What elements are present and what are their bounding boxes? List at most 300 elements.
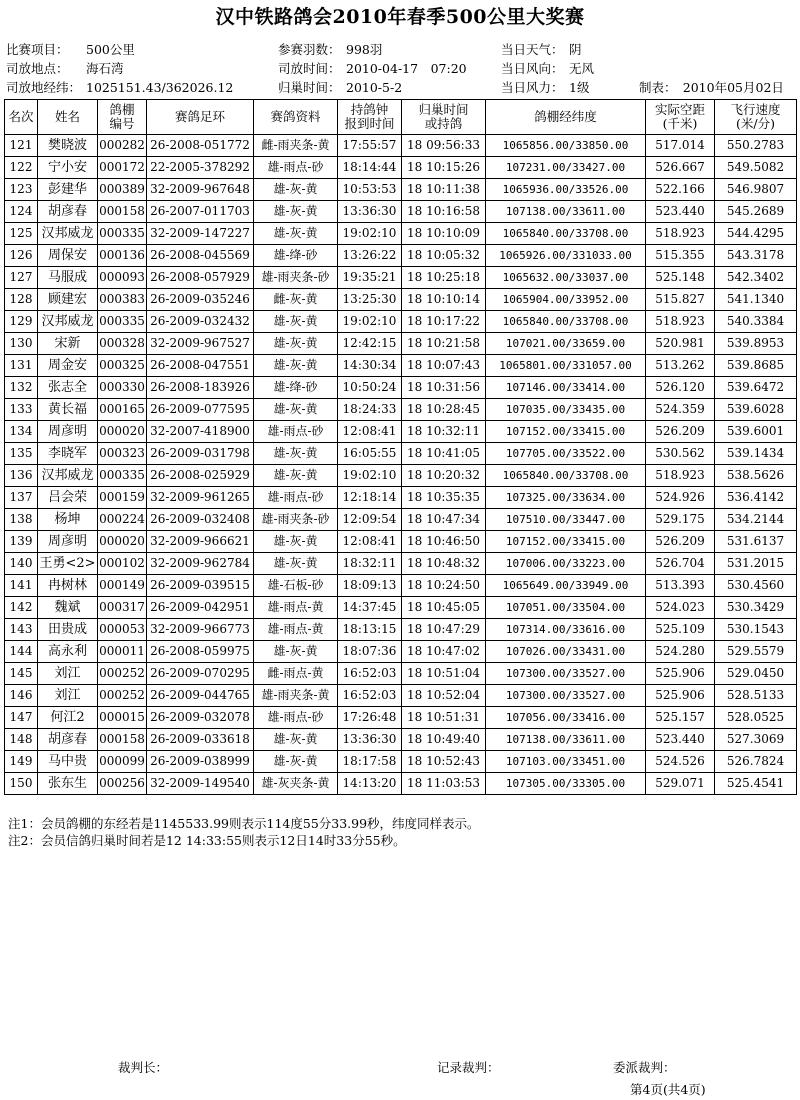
cell-distance: 523.440	[646, 729, 715, 751]
cell-info: 雄-雨点-砂	[254, 487, 338, 509]
cell-clock: 14:30:34	[338, 355, 402, 377]
col-speed-line2: (米/分)	[736, 116, 775, 131]
cell-coords: 107300.00/33527.00	[486, 663, 646, 685]
cell-loft: 000020	[98, 531, 147, 553]
cell-name: 高永利	[38, 641, 98, 663]
table-row	[5, 355, 797, 377]
cell-rank: 139	[5, 531, 38, 553]
cell-name: 汉邦威龙	[38, 465, 98, 487]
cell-distance: 526.667	[646, 157, 715, 179]
cell-distance: 529.175	[646, 509, 715, 531]
cell-return: 18 10:17:22	[402, 311, 486, 333]
cell-info: 雄-灰-黄	[254, 311, 338, 333]
cell-name: 刘江	[38, 685, 98, 707]
wind-force-value: 1级	[569, 80, 590, 95]
cell-name: 汉邦威龙	[38, 311, 98, 333]
cell-ring: 26-2009-044765	[147, 685, 254, 707]
cell-return: 18 10:47:02	[402, 641, 486, 663]
cell-speed: 541.1340	[715, 289, 797, 311]
made-value: 2010年05月02日	[682, 80, 784, 95]
cell-name: 顾建宏	[38, 289, 98, 311]
table-row	[5, 509, 797, 531]
cell-info: 雌-雨点-黄	[254, 663, 338, 685]
col-loft	[98, 100, 147, 135]
cell-clock: 17:26:48	[338, 707, 402, 729]
event-value: 500公里	[86, 42, 135, 57]
table-row	[5, 179, 797, 201]
cell-info: 雄-灰-黄	[254, 751, 338, 773]
cell-loft: 000323	[98, 443, 147, 465]
cell-info: 雄-石板-砂	[254, 575, 338, 597]
cell-return: 18 10:05:32	[402, 245, 486, 267]
cell-name: 周彦明	[38, 421, 98, 443]
weather-label: 当日天气：	[501, 42, 564, 57]
cell-ring: 26-2009-031798	[147, 443, 254, 465]
table-row	[5, 223, 797, 245]
cell-coords: 107305.00/33305.00	[486, 773, 646, 795]
wind-direction-value: 无风	[569, 61, 595, 76]
cell-loft: 000011	[98, 641, 147, 663]
cell-clock: 19:02:10	[338, 311, 402, 333]
cell-clock: 18:07:36	[338, 641, 402, 663]
cell-speed: 526.7824	[715, 751, 797, 773]
cell-info: 雄-雨点-黄	[254, 619, 338, 641]
cell-distance: 526.209	[646, 531, 715, 553]
cell-coords: 1065926.00/331033.00	[486, 245, 646, 267]
cell-coords: 1065632.00/33037.00	[486, 267, 646, 289]
cell-loft: 000252	[98, 663, 147, 685]
cell-distance: 522.166	[646, 179, 715, 201]
cell-info: 雄-灰-黄	[254, 531, 338, 553]
race-info	[6, 40, 796, 97]
cell-return: 18 10:52:43	[402, 751, 486, 773]
table-row	[5, 531, 797, 553]
cell-speed: 530.3429	[715, 597, 797, 619]
cell-return: 18 10:15:26	[402, 157, 486, 179]
cell-name: 汉邦威龙	[38, 223, 98, 245]
cell-coords: 107300.00/33527.00	[486, 685, 646, 707]
table-row	[5, 575, 797, 597]
cell-info: 雄-雨点-砂	[254, 421, 338, 443]
cell-ring: 26-2009-032432	[147, 311, 254, 333]
table-row	[5, 399, 797, 421]
cell-clock: 10:50:24	[338, 377, 402, 399]
cell-clock: 12:18:14	[338, 487, 402, 509]
release-time-value: 2010-04-17 07:20	[346, 61, 467, 76]
cell-return: 18 10:41:05	[402, 443, 486, 465]
cell-clock: 16:52:03	[338, 685, 402, 707]
cell-coords: 107056.00/33416.00	[486, 707, 646, 729]
cell-name: 李晓军	[38, 443, 98, 465]
cell-return: 18 10:47:34	[402, 509, 486, 531]
cell-loft: 000335	[98, 465, 147, 487]
cell-speed: 531.2015	[715, 553, 797, 575]
cell-return: 18 10:21:58	[402, 333, 486, 355]
cell-speed: 530.1543	[715, 619, 797, 641]
cell-name: 何江2	[38, 707, 98, 729]
col-return	[402, 100, 486, 135]
cell-info: 雄-灰-黄	[254, 223, 338, 245]
cell-clock: 13:36:30	[338, 201, 402, 223]
cell-speed: 529.5579	[715, 641, 797, 663]
cell-clock: 16:52:03	[338, 663, 402, 685]
cell-coords: 107138.00/33611.00	[486, 729, 646, 751]
cell-info: 雌-灰-黄	[254, 289, 338, 311]
cell-return: 18 10:20:32	[402, 465, 486, 487]
cell-rank: 133	[5, 399, 38, 421]
cell-speed: 539.8953	[715, 333, 797, 355]
cell-coords: 1065936.00/33526.00	[486, 179, 646, 201]
release-place-label: 司放地点：	[6, 61, 69, 76]
col-return-line1: 归巢时间	[418, 102, 469, 117]
cell-coords: 107021.00/33659.00	[486, 333, 646, 355]
cell-loft: 000325	[98, 355, 147, 377]
table-row	[5, 135, 797, 157]
cell-rank: 150	[5, 773, 38, 795]
col-clock	[338, 100, 402, 135]
cell-return: 18 10:48:32	[402, 553, 486, 575]
table-row	[5, 487, 797, 509]
cell-info: 雄-灰-黄	[254, 465, 338, 487]
cell-clock: 13:26:22	[338, 245, 402, 267]
cell-name: 周金安	[38, 355, 98, 377]
cell-speed: 530.4560	[715, 575, 797, 597]
count-label: 参赛羽数：	[278, 42, 341, 57]
count-value: 998羽	[346, 42, 383, 57]
cell-ring: 26-2008-051772	[147, 135, 254, 157]
table-row	[5, 289, 797, 311]
cell-clock: 13:25:30	[338, 289, 402, 311]
cell-ring: 32-2009-149540	[147, 773, 254, 795]
race-info-row-2	[6, 59, 796, 78]
col-clock-line1: 持鸽钟	[350, 102, 389, 117]
table-row	[5, 201, 797, 223]
cell-distance: 515.355	[646, 245, 715, 267]
cell-coords: 1065801.00/331057.00	[486, 355, 646, 377]
col-loft-line1: 鸽棚	[109, 102, 135, 117]
cell-distance: 518.923	[646, 311, 715, 333]
cell-ring: 32-2009-962784	[147, 553, 254, 575]
cell-ring: 26-2008-057929	[147, 267, 254, 289]
cell-loft: 000335	[98, 311, 147, 333]
cell-rank: 135	[5, 443, 38, 465]
cell-coords: 1065840.00/33708.00	[486, 223, 646, 245]
cell-return: 18 10:28:45	[402, 399, 486, 421]
cell-rank: 136	[5, 465, 38, 487]
cell-distance: 524.526	[646, 751, 715, 773]
cell-distance: 520.981	[646, 333, 715, 355]
cell-coords: 1065649.00/33949.00	[486, 575, 646, 597]
cell-rank: 127	[5, 267, 38, 289]
table-row	[5, 619, 797, 641]
col-clock-line2: 报到时间	[344, 116, 395, 131]
cell-ring: 32-2009-966621	[147, 531, 254, 553]
table-row	[5, 377, 797, 399]
cell-name: 宁小安	[38, 157, 98, 179]
table-row	[5, 421, 797, 443]
return-time-value: 2010-5-2	[346, 80, 403, 95]
table-row	[5, 773, 797, 795]
cell-distance: 513.262	[646, 355, 715, 377]
cell-distance: 523.440	[646, 201, 715, 223]
cell-loft: 000158	[98, 201, 147, 223]
cell-distance: 526.120	[646, 377, 715, 399]
cell-return: 18 10:31:56	[402, 377, 486, 399]
event-label: 比赛项目：	[6, 42, 69, 57]
cell-clock: 19:35:21	[338, 267, 402, 289]
cell-distance: 524.926	[646, 487, 715, 509]
cell-speed: 539.8685	[715, 355, 797, 377]
table-row	[5, 245, 797, 267]
weather-value: 阴	[569, 42, 582, 57]
cell-info: 雄-灰-黄	[254, 443, 338, 465]
cell-name: 樊晓波	[38, 135, 98, 157]
cell-coords: 107325.00/33634.00	[486, 487, 646, 509]
cell-clock: 18:09:13	[338, 575, 402, 597]
page-title: 汉中铁路鸽会2010年春季500公里大奖赛	[215, 6, 585, 28]
cell-ring: 26-2008-047551	[147, 355, 254, 377]
cell-distance: 524.359	[646, 399, 715, 421]
cell-ring: 22-2005-378292	[147, 157, 254, 179]
cell-ring: 26-2007-011703	[147, 201, 254, 223]
cell-name: 王勇<2>	[38, 553, 98, 575]
cell-name: 胡彦春	[38, 201, 98, 223]
cell-loft: 000330	[98, 377, 147, 399]
cell-loft: 000165	[98, 399, 147, 421]
cell-distance: 524.023	[646, 597, 715, 619]
cell-coords: 107314.00/33616.00	[486, 619, 646, 641]
cell-clock: 18:13:15	[338, 619, 402, 641]
cell-speed: 531.6137	[715, 531, 797, 553]
cell-speed: 543.3178	[715, 245, 797, 267]
cell-distance: 518.923	[646, 465, 715, 487]
cell-rank: 132	[5, 377, 38, 399]
note-2: 注2：会员信鸽归巢时间若是12 14:33:55则表示12日14时33分55秒。	[8, 833, 406, 848]
cell-return: 18 10:46:50	[402, 531, 486, 553]
cell-ring: 32-2009-967527	[147, 333, 254, 355]
cell-rank: 146	[5, 685, 38, 707]
cell-loft: 000093	[98, 267, 147, 289]
cell-ring: 26-2009-070295	[147, 663, 254, 685]
cell-ring: 26-2009-077595	[147, 399, 254, 421]
col-distance	[646, 100, 715, 135]
cell-rank: 138	[5, 509, 38, 531]
note-1: 注1：会员鸽棚的东经若是1145533.99则表示114度55分33.99秒，纬度同样表示。	[8, 816, 480, 831]
cell-clock: 18:24:33	[338, 399, 402, 421]
cell-info: 雄-灰-黄	[254, 333, 338, 355]
cell-rank: 129	[5, 311, 38, 333]
cell-return: 18 10:51:31	[402, 707, 486, 729]
cell-coords: 107138.00/33611.00	[486, 201, 646, 223]
cell-distance: 530.562	[646, 443, 715, 465]
cell-clock: 12:42:15	[338, 333, 402, 355]
cell-info: 雄-灰-黄	[254, 399, 338, 421]
cell-rank: 145	[5, 663, 38, 685]
cell-loft: 000328	[98, 333, 147, 355]
cell-coords: 107152.00/33415.00	[486, 421, 646, 443]
cell-speed: 539.6472	[715, 377, 797, 399]
cell-return: 18 10:47:29	[402, 619, 486, 641]
cell-rank: 147	[5, 707, 38, 729]
table-row	[5, 157, 797, 179]
release-coords-value: 1025151.43/362026.12	[86, 80, 234, 95]
cell-loft: 000282	[98, 135, 147, 157]
cell-clock: 12:08:41	[338, 421, 402, 443]
cell-return: 18 10:07:43	[402, 355, 486, 377]
cell-coords: 107705.00/33522.00	[486, 443, 646, 465]
cell-rank: 124	[5, 201, 38, 223]
cell-speed: 539.6028	[715, 399, 797, 421]
cell-return: 18 10:35:35	[402, 487, 486, 509]
cell-ring: 26-2008-025929	[147, 465, 254, 487]
cell-name: 宋新	[38, 333, 98, 355]
cell-info: 雄-雨点-黄	[254, 597, 338, 619]
table-row	[5, 685, 797, 707]
cell-rank: 148	[5, 729, 38, 751]
cell-coords: 107146.00/33414.00	[486, 377, 646, 399]
table-row	[5, 729, 797, 751]
cell-speed: 545.2689	[715, 201, 797, 223]
cell-coords: 1065840.00/33708.00	[486, 311, 646, 333]
return-time-label: 归巢时间：	[278, 80, 341, 95]
col-distance-line2: (千米)	[662, 116, 698, 131]
table-row	[5, 707, 797, 729]
results-table	[4, 99, 797, 795]
cell-loft: 000317	[98, 597, 147, 619]
cell-loft: 000149	[98, 575, 147, 597]
col-distance-line1: 实际空距	[654, 102, 705, 117]
cell-info: 雄-雨夹条-砂	[254, 267, 338, 289]
cell-name: 杨坤	[38, 509, 98, 531]
table-row	[5, 267, 797, 289]
cell-coords: 107231.00/33427.00	[486, 157, 646, 179]
cell-speed: 528.0525	[715, 707, 797, 729]
cell-ring: 26-2009-032078	[147, 707, 254, 729]
cell-rank: 142	[5, 597, 38, 619]
cell-loft: 000389	[98, 179, 147, 201]
cell-speed: 546.9807	[715, 179, 797, 201]
cell-info: 雄-灰-黄	[254, 641, 338, 663]
notes	[8, 815, 480, 849]
col-speed	[715, 100, 797, 135]
cell-return: 18 10:32:11	[402, 421, 486, 443]
cell-info: 雄-雨夹条-黄	[254, 685, 338, 707]
cell-rank: 125	[5, 223, 38, 245]
cell-speed: 550.2783	[715, 135, 797, 157]
cell-ring: 26-2009-032408	[147, 509, 254, 531]
cell-clock: 14:13:20	[338, 773, 402, 795]
cell-coords: 107006.00/33223.00	[486, 553, 646, 575]
cell-ring: 26-2009-039515	[147, 575, 254, 597]
cell-clock: 14:37:45	[338, 597, 402, 619]
page-number: 第4页(共4页)	[630, 1082, 706, 1097]
cell-rank: 130	[5, 333, 38, 355]
cell-coords: 1065904.00/33952.00	[486, 289, 646, 311]
cell-name: 张志全	[38, 377, 98, 399]
cell-rank: 134	[5, 421, 38, 443]
cell-ring: 26-2008-183926	[147, 377, 254, 399]
cell-info: 雄-绛-砂	[254, 377, 338, 399]
cell-return: 18 09:56:33	[402, 135, 486, 157]
table-row	[5, 663, 797, 685]
cell-info: 雄-雨夹条-砂	[254, 509, 338, 531]
col-rank: 名次	[5, 100, 38, 135]
cell-ring: 32-2009-966773	[147, 619, 254, 641]
cell-ring: 32-2009-967648	[147, 179, 254, 201]
cell-loft: 000053	[98, 619, 147, 641]
col-coords: 鸽棚经纬度	[486, 100, 646, 135]
table-row	[5, 311, 797, 333]
cell-info: 雄-雨点-砂	[254, 707, 338, 729]
cell-name: 马服成	[38, 267, 98, 289]
cell-ring: 32-2009-961265	[147, 487, 254, 509]
cell-loft: 000015	[98, 707, 147, 729]
cell-speed: 542.3402	[715, 267, 797, 289]
cell-return: 18 10:49:40	[402, 729, 486, 751]
cell-name: 吕会荣	[38, 487, 98, 509]
cell-speed: 536.4142	[715, 487, 797, 509]
cell-distance: 524.280	[646, 641, 715, 663]
cell-rank: 126	[5, 245, 38, 267]
cell-clock: 18:17:58	[338, 751, 402, 773]
table-row	[5, 751, 797, 773]
cell-info: 雄-绛-砂	[254, 245, 338, 267]
cell-return: 18 10:45:05	[402, 597, 486, 619]
cell-speed: 539.6001	[715, 421, 797, 443]
delegate-judge-label: 委派裁判：	[613, 1060, 676, 1075]
cell-name: 张东生	[38, 773, 98, 795]
cell-distance: 525.148	[646, 267, 715, 289]
cell-distance: 517.014	[646, 135, 715, 157]
cell-ring: 32-2009-147227	[147, 223, 254, 245]
col-info: 赛鸽资料	[254, 100, 338, 135]
cell-loft: 000136	[98, 245, 147, 267]
results-body	[5, 135, 797, 795]
cell-rank: 143	[5, 619, 38, 641]
col-return-line2: 或持鸽	[424, 116, 463, 131]
cell-return: 18 10:11:38	[402, 179, 486, 201]
cell-return: 18 11:03:53	[402, 773, 486, 795]
table-row	[5, 443, 797, 465]
cell-clock: 12:08:41	[338, 531, 402, 553]
cell-distance: 525.906	[646, 663, 715, 685]
cell-distance: 525.906	[646, 685, 715, 707]
cell-name: 周保安	[38, 245, 98, 267]
cell-name: 田贵成	[38, 619, 98, 641]
cell-coords: 1065840.00/33708.00	[486, 465, 646, 487]
cell-loft: 000256	[98, 773, 147, 795]
cell-name: 魏斌	[38, 597, 98, 619]
table-row	[5, 641, 797, 663]
cell-rank: 131	[5, 355, 38, 377]
chief-judge-label: 裁判长：	[118, 1060, 169, 1075]
cell-loft: 000335	[98, 223, 147, 245]
cell-info: 雄-雨点-砂	[254, 157, 338, 179]
cell-coords: 107026.00/33431.00	[486, 641, 646, 663]
cell-clock: 12:09:54	[338, 509, 402, 531]
cell-loft: 000099	[98, 751, 147, 773]
made-date	[639, 78, 784, 97]
cell-distance: 515.827	[646, 289, 715, 311]
cell-clock: 19:02:10	[338, 223, 402, 245]
cell-distance: 525.157	[646, 707, 715, 729]
wind-direction-label: 当日风向：	[501, 61, 564, 76]
cell-rank: 141	[5, 575, 38, 597]
release-time-label: 司放时间：	[278, 61, 341, 76]
cell-speed: 544.4295	[715, 223, 797, 245]
cell-coords: 1065856.00/33850.00	[486, 135, 646, 157]
col-speed-line1: 飞行速度	[730, 102, 781, 117]
